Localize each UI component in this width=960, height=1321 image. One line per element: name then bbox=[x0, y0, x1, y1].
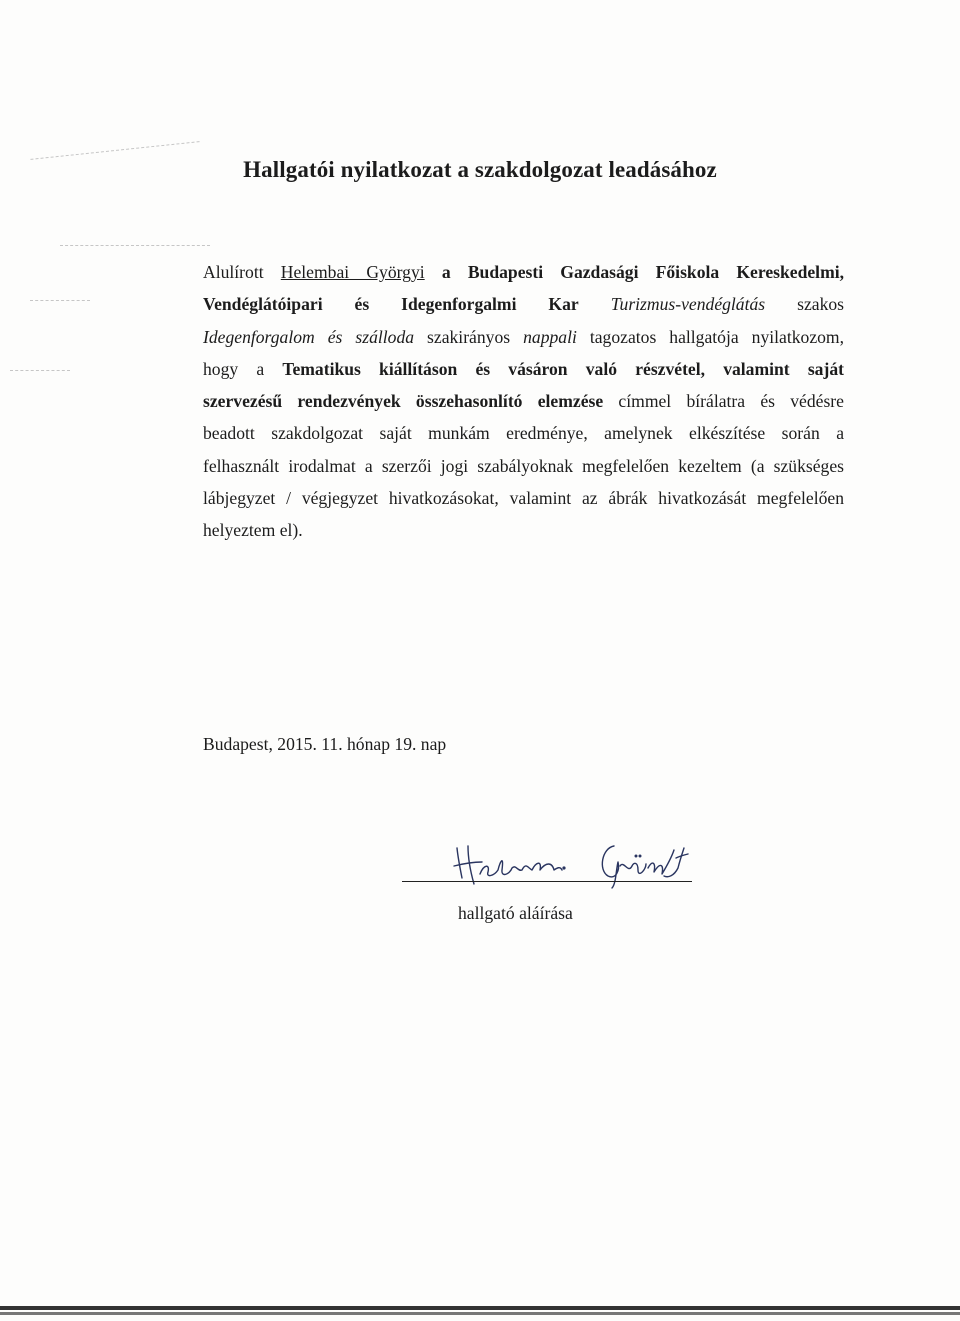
faculty-name: Vendéglátóipari és Idegenforgalmi Kar bbox=[203, 294, 579, 315]
program-name: Turizmus-vendéglátás bbox=[610, 294, 766, 315]
specialization-name: Idegenforgalom és szálloda bbox=[203, 326, 415, 347]
school-name: Budapesti Gazdasági Főiskola Kereskedelmi, bbox=[467, 262, 845, 282]
student-name: Helembai Györgyi bbox=[280, 262, 425, 282]
paragraph-line-1: Alulírott Helembai Györgyi a Budapesti Gazdasági Főiskola Kereskedelmi, bbox=[203, 262, 845, 282]
scan-edge-bar bbox=[0, 1306, 960, 1310]
paragraph-line-7: felhasznált irodalmat a szerzői jogi szabályoknak megfelelően kezeltem (a szükséges bbox=[203, 455, 844, 476]
document-title: Hallgatói nyilatkozat a szakdolgozat leadásához bbox=[243, 157, 717, 182]
place-and-date: Budapest, 2015. 11. hónap 19. nap bbox=[203, 734, 447, 754]
paragraph-line-2: Vendéglátóipari és Idegenforgalmi Kar Turizmus-vendéglátás szakos bbox=[203, 294, 845, 315]
paragraph-line-6: beadott szakdolgozat saját munkám eredménye, amelynek elkészítése során a bbox=[203, 423, 844, 444]
signature-line bbox=[402, 881, 692, 882]
scan-artifact bbox=[30, 300, 90, 301]
paragraph-line-8: lábjegyzet / végjegyzet hivatkozásokat, valamint az ábrák hivatkozását megfelelően bbox=[203, 488, 844, 509]
paragraph-line-3: Idegenforgalom és szálloda szakirányos nappali tagozatos hallgatója nyilatkozom, bbox=[203, 326, 845, 347]
paragraph-line-9: helyeztem el). bbox=[203, 520, 303, 541]
paragraph-line-5: szervezésű rendezvények összehasonlító elemzése címmel bírálatra és védésre bbox=[203, 391, 844, 412]
scan-edge-bar bbox=[0, 1312, 960, 1315]
thesis-title-part2: szervezésű rendezvények összehasonlító elemzése bbox=[203, 391, 604, 412]
declaration-paragraph bbox=[203, 256, 844, 547]
scan-artifact bbox=[10, 370, 70, 371]
study-mode: nappali bbox=[523, 326, 577, 347]
paragraph-line-4: hogy a Tematikus kiállításon és vásáron való részvétel, valamint saját bbox=[203, 358, 844, 379]
handwritten-signature bbox=[402, 840, 692, 890]
signature-label: hallgató aláírása bbox=[458, 903, 573, 923]
scan-artifact bbox=[60, 245, 210, 246]
thesis-title-part1: Tematikus kiállításon és vásáron való részvétel, valamint saját bbox=[282, 358, 844, 379]
